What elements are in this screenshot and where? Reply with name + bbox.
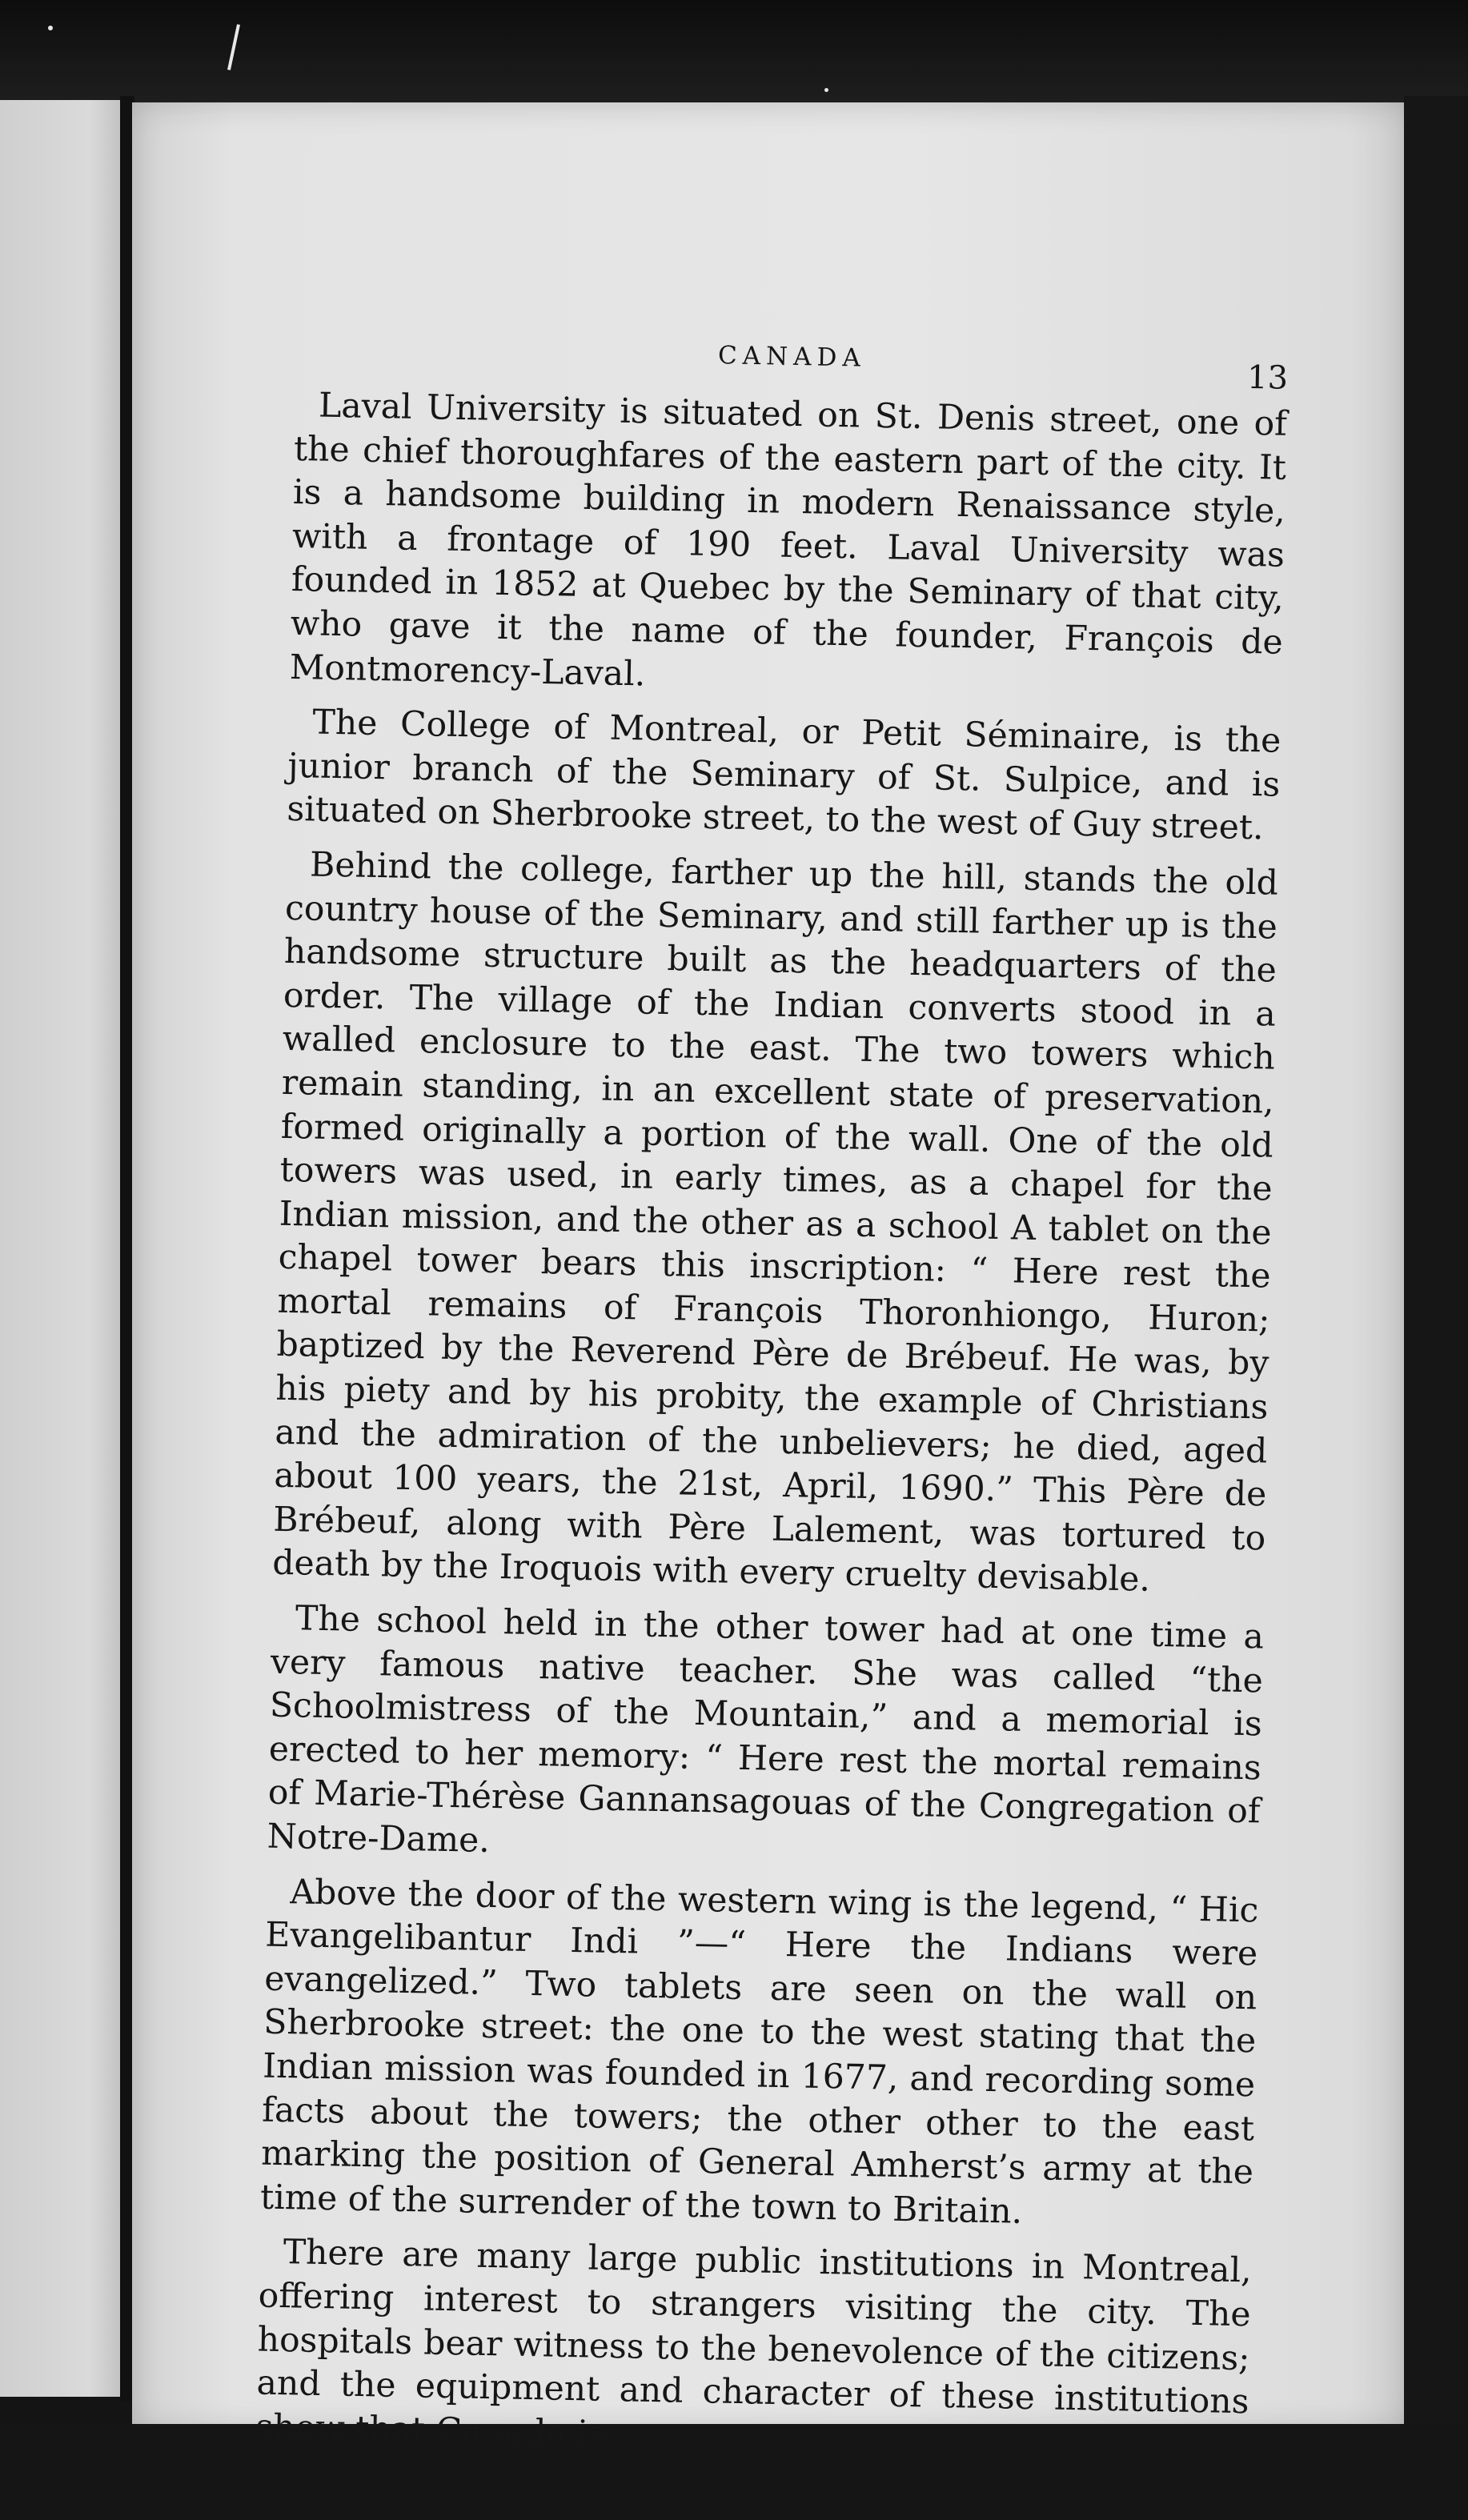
- scan-right-border: [1404, 96, 1468, 2520]
- page-number: 13: [1246, 359, 1289, 397]
- paragraph-laval-university: Laval University is situated on St. Denis street, one of the chief thoroughfares of the eastern part of the city. It is a handsome building in modern Renaissance style, with a frontage of 190 feet. Laval University was founded in 1852 at Quebec by the Seminary of that city, who gave it the name of the founder, François de Montmorency-Laval.: [289, 386, 1288, 695]
- scan-speck: [48, 26, 53, 30]
- scan-speck: [824, 88, 828, 92]
- running-head: CANADA: [717, 341, 867, 373]
- paragraph-public-institutions: There are many large public institutions in Montreal, offering interest to strangers visiting the city. The hospitals bear witness to the benevolence of the citizens; and the equipment and character of these institutions show that Canada is: [255, 2233, 1253, 2454]
- page-text-block: [255, 328, 1289, 2480]
- paragraph-seminary-towers: Behind the college, farther up the hill, stands the old country house of the Seminary, and still farther up is the handsome structure built as the headquarters of the order. The village of the Indian converts stood in a walled enclosure to the east. The two towers which remain standing, in an excellent state of preservation, formed originally a portion of the wall. One of the old towers was used, in early times, as a chapel for the Indian mission, and the other as a school A tablet on the chapel tower bears this inscription: “ Here rest the mortal remains of François Thoronhiongo, Huron; baptized by the Reverend Père de Brébeuf. He was, by his piety and by his probity, the example of Christians and the admiration of the unbelievers; he died, aged about 100 years, the 21st, April, 1690.” This Père de Brébeuf, along with Père Lalement, was tortured to death by the Iroquois with every cruelty devisable.: [271, 845, 1279, 1601]
- scan-top-border: [0, 0, 1468, 104]
- paragraph-schoolmistress: The school held in the other tower had at one time a very famous native teacher. She was called “the Schoolmistress of the Mountain,” and a memorial is erected to her memory: “ Here rest the mortal remains of Marie-Thérèse Gannansagouas of the Congregation of Notre-Dame.: [267, 1599, 1265, 1861]
- paragraph-western-wing-legend: Above the door of the western wing is the legend, “ Hic Evangelibantur Indi ”—“ Here the Indians were evangelized.” Two tablets are seen on the wall on Sherbrooke street: the one to the west stating that the Indian mission was founded in 1677, and recording some facts about the towers; the other other to the east marking the position of General Amherst’s army at the time of the surrender of the town to Britain.: [259, 1872, 1259, 2232]
- facing-page-edge: [0, 100, 128, 2397]
- paragraph-college-of-montreal: The College of Montreal, or Petit Séminaire, is the junior branch of the Seminary of St. Sulpice, and is situated on Sherbrooke street, to the west of Guy street.: [286, 703, 1281, 848]
